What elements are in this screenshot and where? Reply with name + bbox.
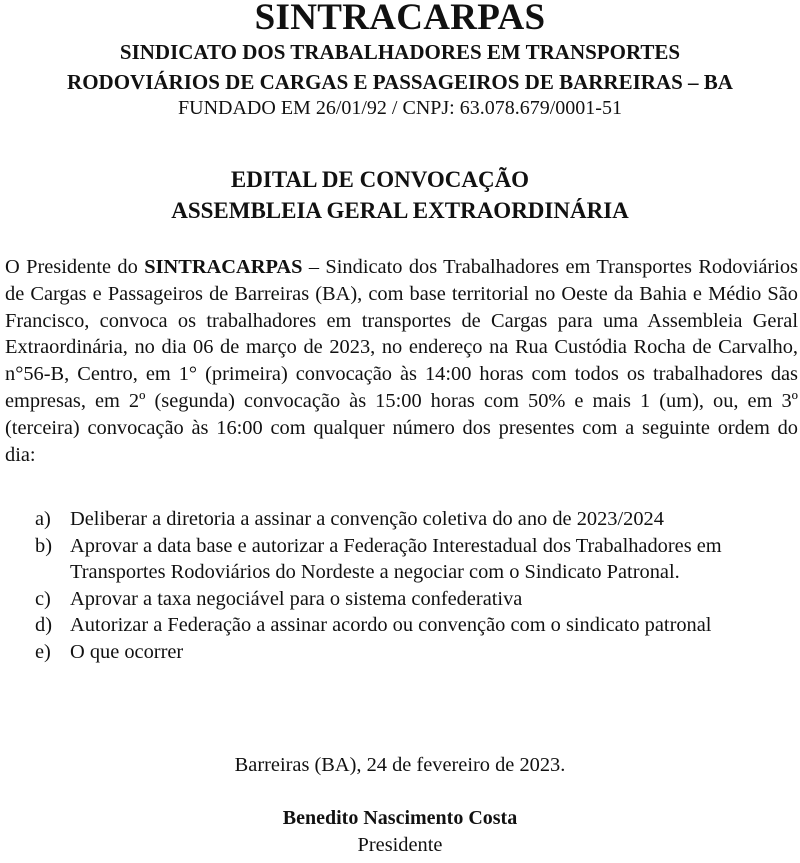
agenda-item-text: Aprovar a data base e autorizar a Federação Interestadual dos Trabalhadores em Transportes Rodoviários do Nordeste a negociar com o Sindicato Patronal.: [70, 534, 722, 584]
organization-fullname-line-1: SINDICATO DOS TRABALHADORES EM TRANSPORTES: [119, 40, 681, 64]
organization-fullname-line-2: RODOVIÁRIOS DE CARGAS E PASSAGEIROS DE BARREIRAS – BA: [67, 70, 733, 94]
place-and-date: Barreiras (BA), 24 de fevereiro de 2023.: [234, 754, 566, 776]
agenda-item-text: Autorizar a Federação a assinar acordo ou convenção com o sindicato patronal: [70, 614, 712, 637]
agenda-item-text: O que ocorrer: [70, 640, 184, 663]
signer-name: Benedito Nascimento Costa: [282, 807, 518, 829]
organization-name: SINTRACARPAS: [254, 0, 546, 38]
intro-organization-bold: SINTRACARPAS: [144, 256, 303, 278]
agenda-item-marker: a): [35, 508, 51, 530]
agenda-item: [35, 506, 795, 533]
agenda-item: [35, 639, 795, 666]
intro-prefix: O Presidente do: [5, 256, 145, 278]
agenda-item-marker: c): [35, 587, 51, 610]
document-title: EDITAL DE CONVOCAÇÃO: [230, 167, 530, 192]
agenda-item-text: Deliberar a diretoria a assinar a convenção coletiva do ano de 2023/2024: [70, 508, 664, 530]
agenda-item: [35, 533, 795, 586]
agenda-item-marker: b): [35, 534, 52, 557]
intro-body: – Sindicato dos Trabalhadores em Transportes Rodoviários de Cargas e Passageiros de Barreiras (BA), com base territorial no Oeste da Bahia e Médio São Francisco, convoca os trabalhadores em transportes de Cargas para uma Assembleia Geral Extraordinária, no dia 06 de março de 2023, no endereço na Rua Custódia Rocha de Carvalho, n°56-B, Centro, em 1° (primeira) convocação às 14:00 horas com todos os trabalhadores das empresas, em 2º (segunda) convocação às 15:00 horas com 50% e mais 1 (um), ou, em 3º (terceira) convocação às 16:00 com qualquer número dos presentes com a seguinte ordem do dia:: [5, 256, 798, 466]
agenda-item-marker: e): [35, 640, 51, 663]
convocation-paragraph: [5, 254, 798, 468]
agenda-list: [35, 506, 795, 666]
agenda-item-marker: d): [35, 614, 52, 637]
agenda-item: [35, 612, 795, 639]
document-subtitle: ASSEMBLEIA GERAL EXTRAORDINÁRIA: [171, 198, 629, 223]
agenda-item: [35, 586, 795, 613]
signer-role: Presidente: [357, 834, 443, 856]
organization-founded-cnpj: FUNDADO EM 26/01/92 / CNPJ: 63.078.679/0001-51: [178, 97, 622, 119]
agenda-item-text: Aprovar a taxa negociável para o sistema confederativa: [70, 587, 523, 610]
